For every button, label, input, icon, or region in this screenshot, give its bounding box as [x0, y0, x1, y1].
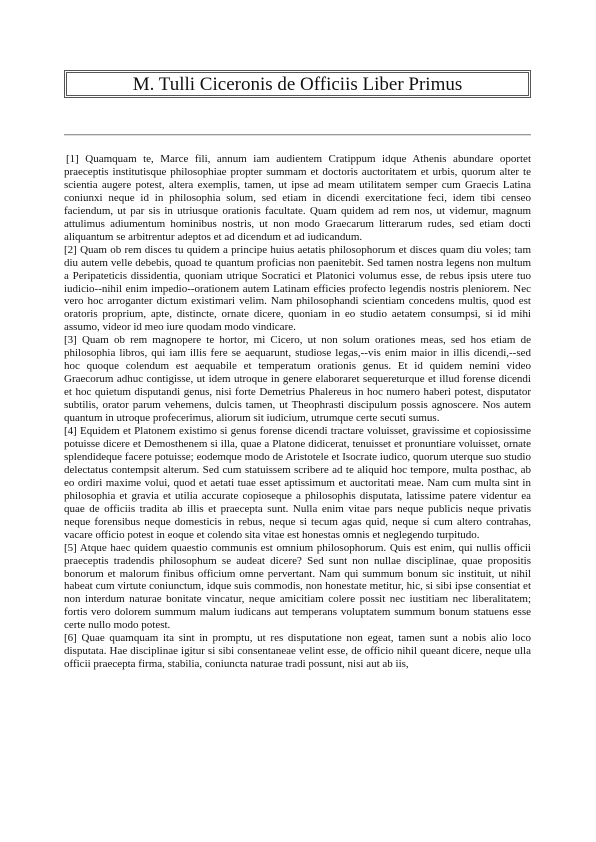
- paragraph-2: [2] Quam ob rem disces tu quidem a principe huius aetatis philosophorum et disces quam diu voles; tam diu autem velle debebis, quoad te quantum proficias non paenitebit. Sed tamen nostra legens non multum a Peripateticis dissidentia, quoniam utrique Socratici et Platonici volumus esse, de rebus ipsis utere tuo iudicio--nihil enim impedio--orationem autem Latinam efficies profecto legendis nostris pleniorem. Nec vero hoc arroganter dictum existimari velim. Nam philosophandi scientiam concedens multis, quod est oratoris proprium, apte, distincte, ornate dicere, quoniam in eo studio aetatem consumpsi, si id mihi assumo, videor id meo iure quodam modo vindicare.: [64, 243, 531, 334]
- body-text: [64, 153, 531, 671]
- paragraph-3: [3] Quam ob rem magnopere te hortor, mi Cicero, ut non solum orationes meas, sed hos etiam de philosophia libros, qui iam illis fere se aequarunt, studiose legas,--vis enim maior in illis dicendi,--sed hoc quoque colendum est aequabile et temperatum orationis genus. Et id quidem nemini video Graecorum adhuc contigisse, ut idem utroque in genere elaboraret sequereturque et illud forense dicendi et hoc quietum disputandi genus, nisi forte Demetrius Phalereus in hoc numero haberi potest, disputator subtilis, orator parum vehemens, dulcis tamen, ut Theophrasti discipulum possis agnoscere. Nos autem quantum in utroque profecerimus, aliorum sit iudicium, utrumque certe secuti sumus.: [64, 334, 531, 425]
- horizontal-rule: [64, 134, 531, 136]
- page-title: M. Tulli Ciceronis de Officiis Liber Primus: [132, 73, 463, 95]
- paragraph-1: [1] Quamquam te, Marce fili, annum iam audientem Cratippum idque Athenis abundare oportet praeceptis institutisque philosophiae propter summam et doctoris auctoritatem et urbis, quorum alter te scientia augere potest, altera exemplis, tamen, ut ipse ad meam utilitatem semper cum Graecis Latina coniunxi neque id in philosophia solum, sed etiam in dicendi exercitatione feci, idem tibi censeo faciendum, ut par sis in utriusque orationis facultate. Quam quidem ad rem nos, ut videmur, magnum attulimus adiumentum hominibus nostris, ut non modo Graecarum litterarum rudes, sed etiam docti aliquantum se arbitrentur adeptos et ad dicendum et ad iudicandum.: [64, 153, 531, 243]
- paragraph-6: [6] Quae quamquam ita sint in promptu, ut res disputatione non egeat, tamen sunt a nobis alio loco disputata. Hae disciplinae igitur si sibi consentaneae velint esse, de officio nihil queant dicere, neque ulla officii praecepta firma, stabilia, coniuncta naturae tradi possunt, nisi aut ab iis,: [64, 632, 531, 671]
- title-box: [64, 70, 531, 98]
- paragraph-5: [5] Atque haec quidem quaestio communis est omnium philosophorum. Quis est enim, qui nullis officii praeceptis tradendis philosophum se audeat dicere? Sed sunt non nullae disciplinae, quae propositis bonorum et malorum finibus officium omne pervertant. Nam qui summum bonum sic instituit, ut nihil habeat cum virtute coniunctum, idque suis commodis, non honestate metitur, hic, si sibi ipse consentiat et non interdum naturae bonitate vincatur, neque amicitiam colere possit nec iustitiam nec liberalitatem; fortis vero dolorem summum malum iudicans aut temperans voluptatem summum bonum statuens esse certe nullo modo potest.: [64, 541, 531, 632]
- paragraph-4: [4] Equidem et Platonem existimo si genus forense dicendi tractare voluisset, gravissime et copiosissime potuisse dicere et Demosthenem si illa, quae a Platone didicerat, tenuisset et pronuntiare voluisset, ornate splendideque facere potuisse; eodemque modo de Aristotele et Isocrate iudico, quorum uterque suo studio delectatus contempsit alterum. Sed cum statuissem scribere ad te aliquid hoc tempore, multa posthac, ab eo ordiri maxime volui, quod et aetati tuae esset aptissimum et auctoritati meae. Nam cum multa sint in philosophia et gravia et utilia accurate copioseque a philosophis disputata, latissime patere videntur ea quae de officiis tradita ab illis et praecepta sunt. Nulla enim vitae pars neque publicis neque privatis neque forensibus neque domesticis in rebus, neque si tecum agas quid, neque si cum altero contrahas, vacare officio potest in eoque et colendo sita vitae est honestas omnis et neglegendo turpitudo.: [64, 425, 531, 541]
